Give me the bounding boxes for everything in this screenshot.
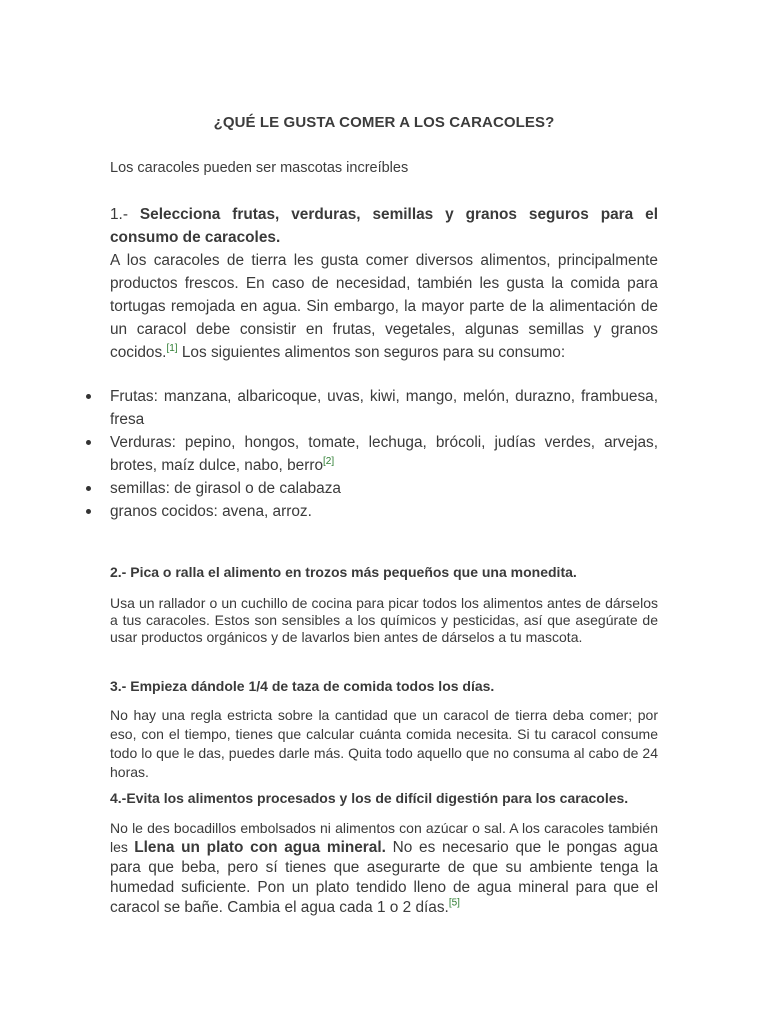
list-item: semillas: de girasol o de calabaza	[110, 477, 658, 500]
list-item: Verduras: pepino, hongos, tomate, lechuga, brócoli, judías verdes, arvejas, brotes, maíz dulce, nabo, berro[2]	[110, 431, 658, 477]
section-4-body-intro: No le des bocadillos embolsados ni alimentos con azúcar o sal. A los caracoles también les	[110, 820, 658, 855]
bullet-icon	[86, 394, 91, 399]
section-3-heading: 3.- Empieza dándole 1/4 de taza de comida todos los días.	[110, 678, 495, 694]
section-3-body: No hay una regla estricta sobre la cantidad que un caracol de tierra deba comer; por eso, con el tiempo, tienes que calcular cuánta comida necesita. Si tu caracol consume todo lo que le das, puedes darle más. Quita todo aquello que no consuma al cabo de 24 horas.	[110, 707, 658, 780]
footnote-ref-link[interactable]: [5]	[448, 897, 460, 909]
bullet-icon	[86, 440, 91, 445]
list-item: Frutas: manzana, albaricoque, uvas, kiwi, mango, melón, durazno, frambuesa, fresa	[110, 385, 658, 431]
section-2-heading: 2.- Pica o ralla el alimento en trozos más pequeños que una monedita.	[110, 564, 577, 580]
section-4-bold-instruction: Llena un plato con agua mineral.	[134, 839, 386, 856]
section-2-body: Usa un rallador o un cuchillo de cocina para picar todos los alimentos antes de dárselos a tus caracoles. Estos son sensibles a los químicos y pesticidas, así que asegúrate de usar productos orgánicos y de lavarlos bien antes de dárselos a tu mascota.	[110, 595, 658, 645]
section-1-body: A los caracoles de tierra les gusta comer diversos alimentos, principalmente productos frescos. En caso de necesidad, también les gusta la comida para tortugas remojada en agua. Sin embargo, la mayor parte de la alimentación de un caracol debe consistir en frutas, vegetales, algunas semillas y granos cocidos.	[110, 252, 658, 361]
list-item: granos cocidos: avena, arroz.	[110, 500, 658, 523]
section-4-body-continued: No es necesario que le pongas agua para que beba, pero sí tienes que asegurarte de que su ambiente tenga la humedad suficiente. Pon un plato tendido lleno de agua mineral para que el caracol se bañe. Cambia el agua cada 1 o 2 días.	[110, 839, 658, 916]
section-1-heading: Selecciona frutas, verduras, semillas y granos seguros para el consumo de caracoles.	[110, 206, 658, 246]
section-1-number: 1.-	[110, 206, 140, 223]
page-title: ¿QUÉ LE GUSTA COMER A LOS CARACOLES?	[213, 114, 555, 131]
section-4-body	[110, 820, 658, 918]
subtitle: Los caracoles pueden ser mascotas increíbles	[110, 160, 409, 176]
section-1-body-continued: Los siguientes alimentos son seguros para su consumo:	[177, 344, 566, 361]
bullet-icon	[86, 486, 91, 491]
section-1	[110, 203, 658, 364]
section-4-heading: 4.-Evita los alimentos procesados y los de difícil digestión para los caracoles.	[110, 790, 629, 806]
footnote-ref-link[interactable]: [2]	[323, 455, 335, 467]
footnote-ref-link[interactable]: [1]	[166, 342, 178, 354]
food-list	[110, 385, 658, 523]
bullet-icon	[86, 509, 91, 514]
